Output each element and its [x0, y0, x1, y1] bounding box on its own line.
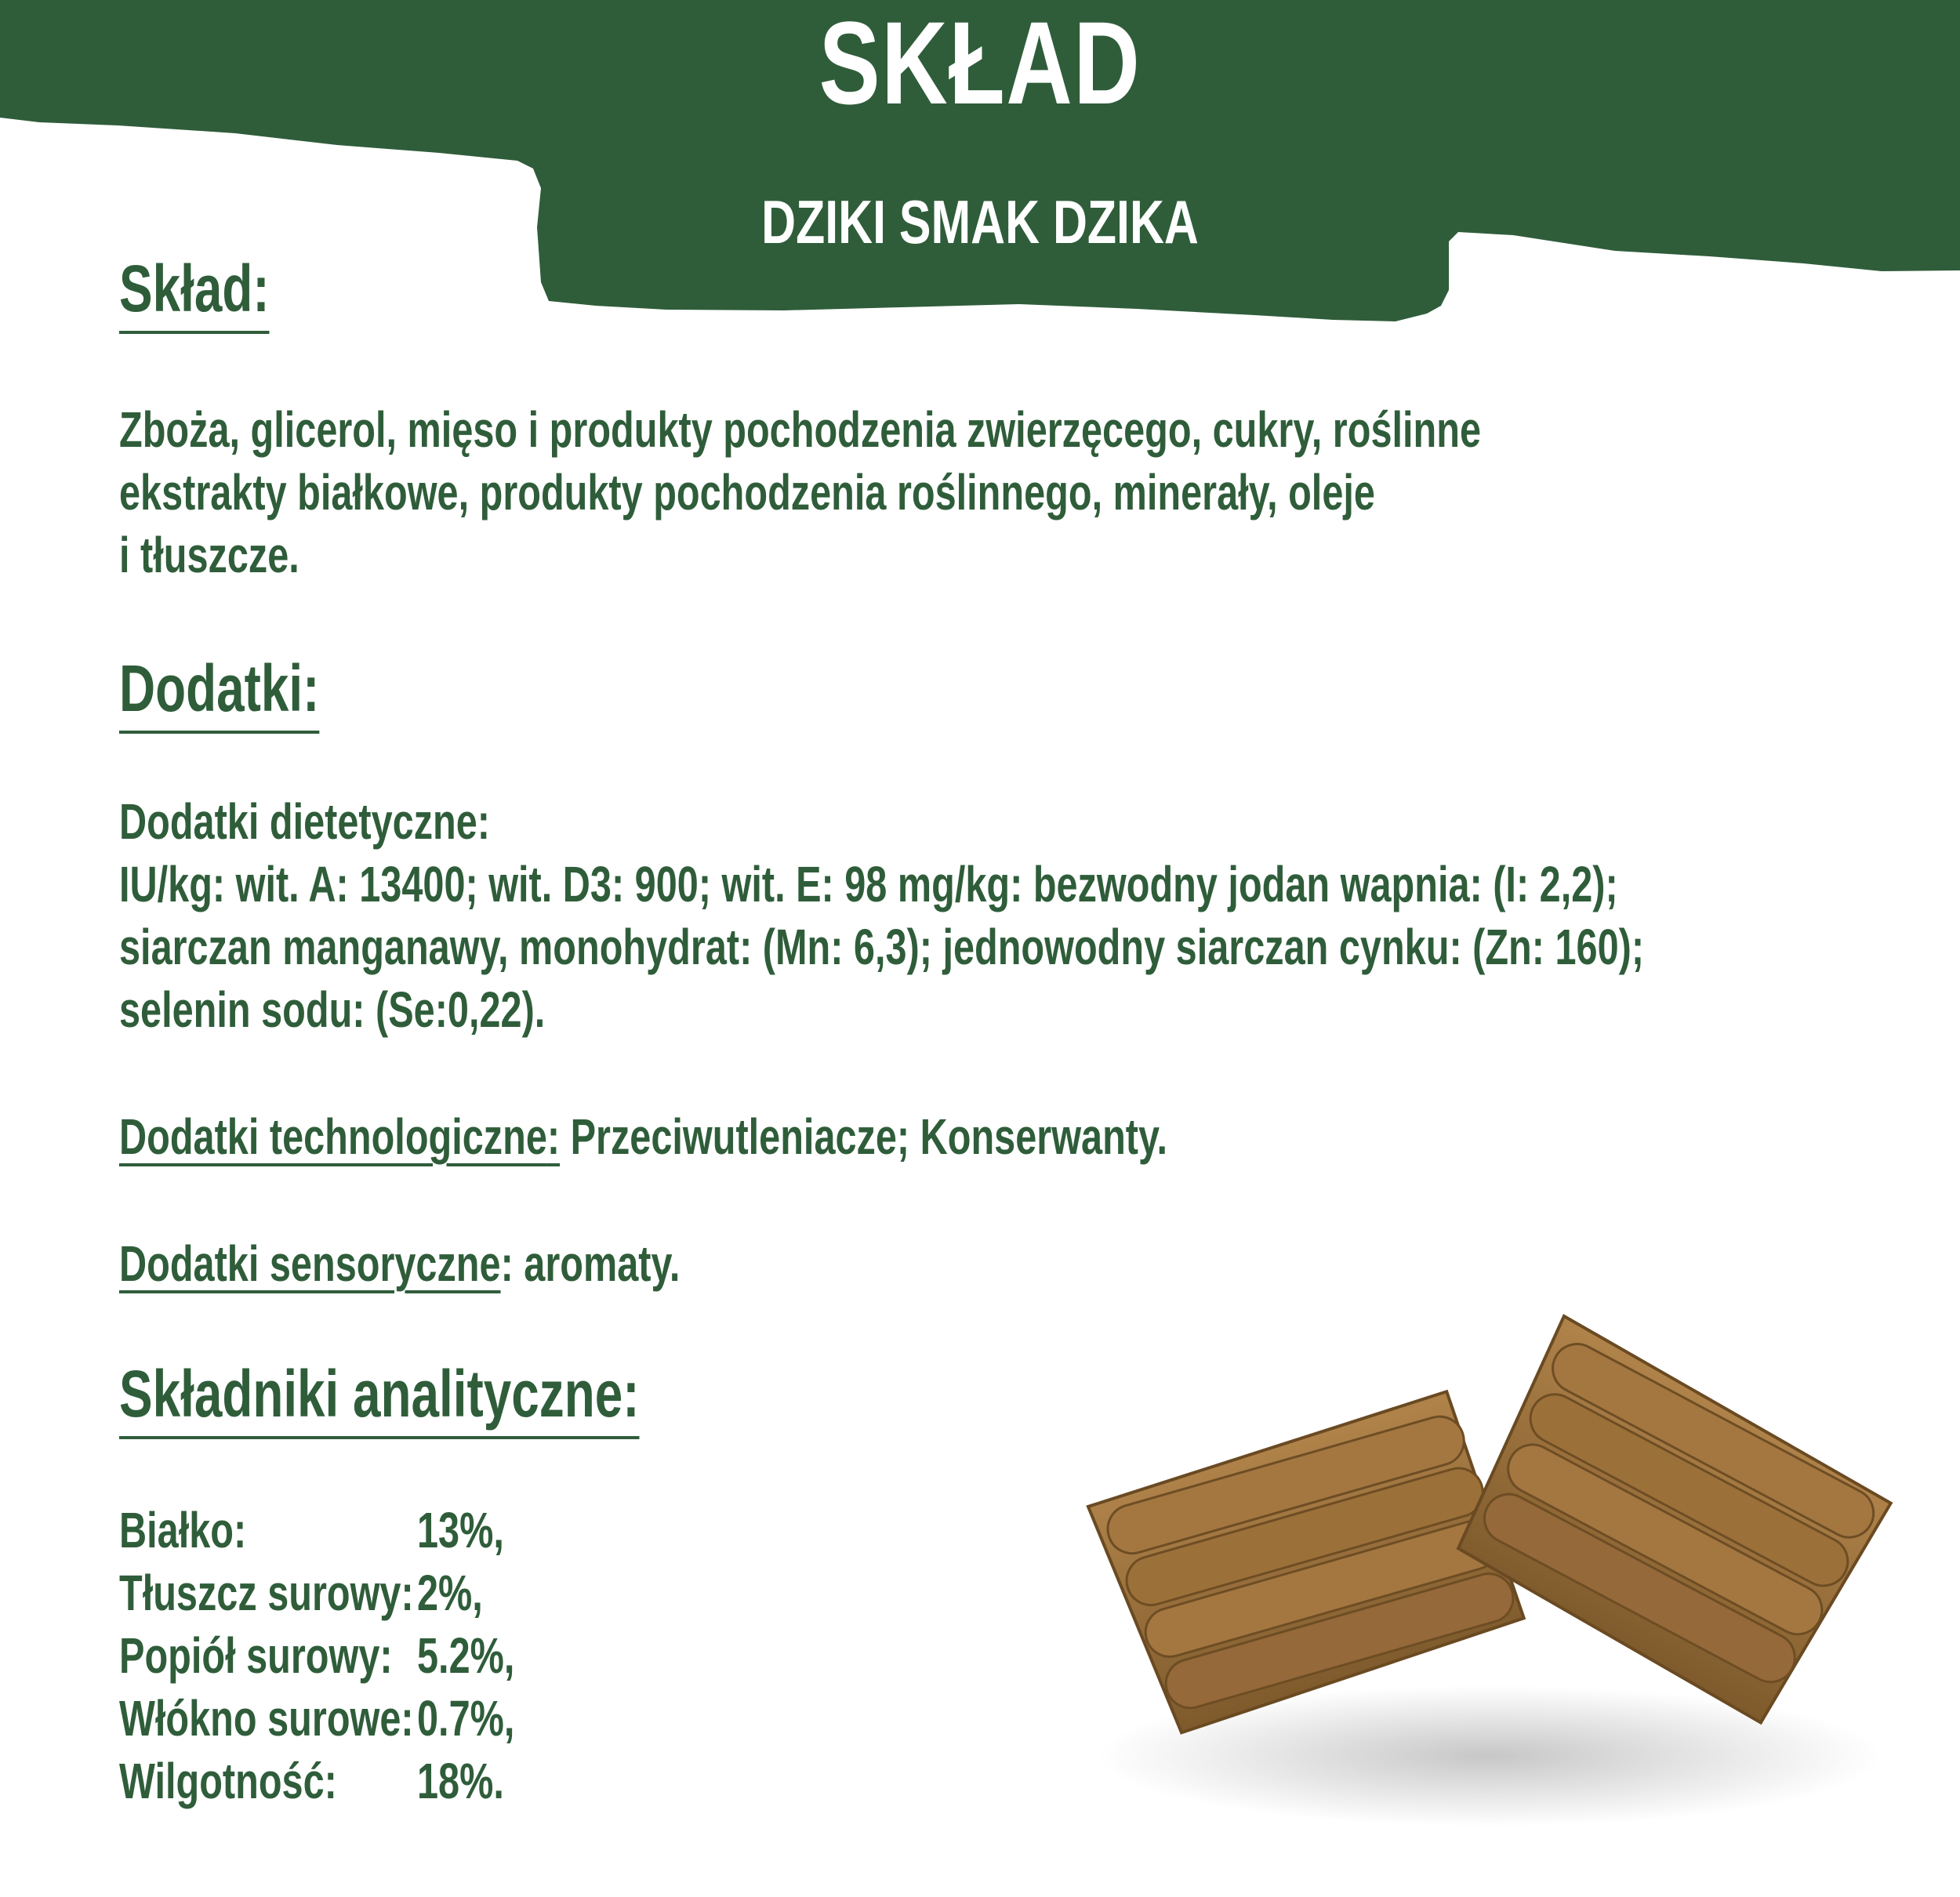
analytical-label: Białko: — [119, 1502, 247, 1558]
analytical-label: Włókno surowe: — [119, 1690, 414, 1746]
product-name: DZIKI SMAK DZIKA — [761, 187, 1199, 256]
composition-heading: Skład: — [119, 251, 270, 334]
composition-line: Zboża, glicerol, mięso i produkty pochodzenia zwierzęcego, cukry, roślinne — [119, 401, 1482, 458]
sensory-additives-value: : aromaty. — [500, 1235, 681, 1292]
analytical-heading: Składniki analityczne: — [119, 1356, 639, 1439]
analytical-value: 18%. — [417, 1753, 504, 1809]
analytical-row — [119, 1561, 514, 1624]
analytical-table — [119, 1499, 640, 1812]
technological-additives-label: Dodatki technologiczne — [119, 1108, 547, 1165]
analytical-value: 13%, — [417, 1502, 504, 1558]
page-title: SKŁAD — [818, 0, 1142, 129]
analytical-row — [119, 1624, 514, 1687]
composition-line: ekstrakty białkowe, produkty pochodzenia roślinnego, minerały, oleje — [119, 464, 1375, 520]
composition-section — [119, 251, 317, 334]
sensory-additives — [119, 1232, 857, 1295]
analytical-label: Wilgotność: — [119, 1753, 337, 1809]
analytical-row — [119, 1750, 514, 1812]
dietary-additives-line: IU/kg: wit. A: 13400; wit. D3: 900; wit. E: 98 mg/kg: bezwodny jodan wapnia: (I: 2,2); — [119, 856, 1618, 912]
analytical-row — [119, 1499, 514, 1561]
composition-line: i tłuszcze. — [119, 527, 299, 583]
analytical-label: Tłuszcz surowy: — [119, 1565, 414, 1621]
dietary-additives-line: siarczan manganawy, monohydrat: (Mn: 6,3); jednowodny siarczan cynku: (Zn: 160); — [119, 919, 1645, 975]
analytical-value: 2%, — [417, 1565, 483, 1621]
technological-additives-value: Przeciwutleniacze; Konserwanty. — [560, 1108, 1167, 1165]
technological-additives-colon: : — [546, 1108, 561, 1165]
sensory-additives-label: Dodatki sensoryczne — [119, 1235, 501, 1292]
composition-text — [119, 398, 1911, 586]
dietary-additives-label: Dodatki dietetyczne: — [119, 793, 490, 850]
dietary-additives-line: selenin sodu: (Se:0,22). — [119, 981, 546, 1038]
analytical-value: 5.2%, — [417, 1627, 515, 1684]
analytical-label: Popiół surowy: — [119, 1627, 393, 1684]
analytical-value: 0.7%, — [417, 1690, 515, 1746]
technological-additives — [119, 1105, 1498, 1168]
analytical-section — [119, 1356, 804, 1439]
additives-section — [119, 651, 383, 734]
analytical-row — [119, 1687, 514, 1750]
additives-heading: Dodatki: — [119, 651, 319, 734]
dog-treat-image — [1066, 1254, 1913, 1850]
dietary-additives — [119, 790, 1960, 1041]
